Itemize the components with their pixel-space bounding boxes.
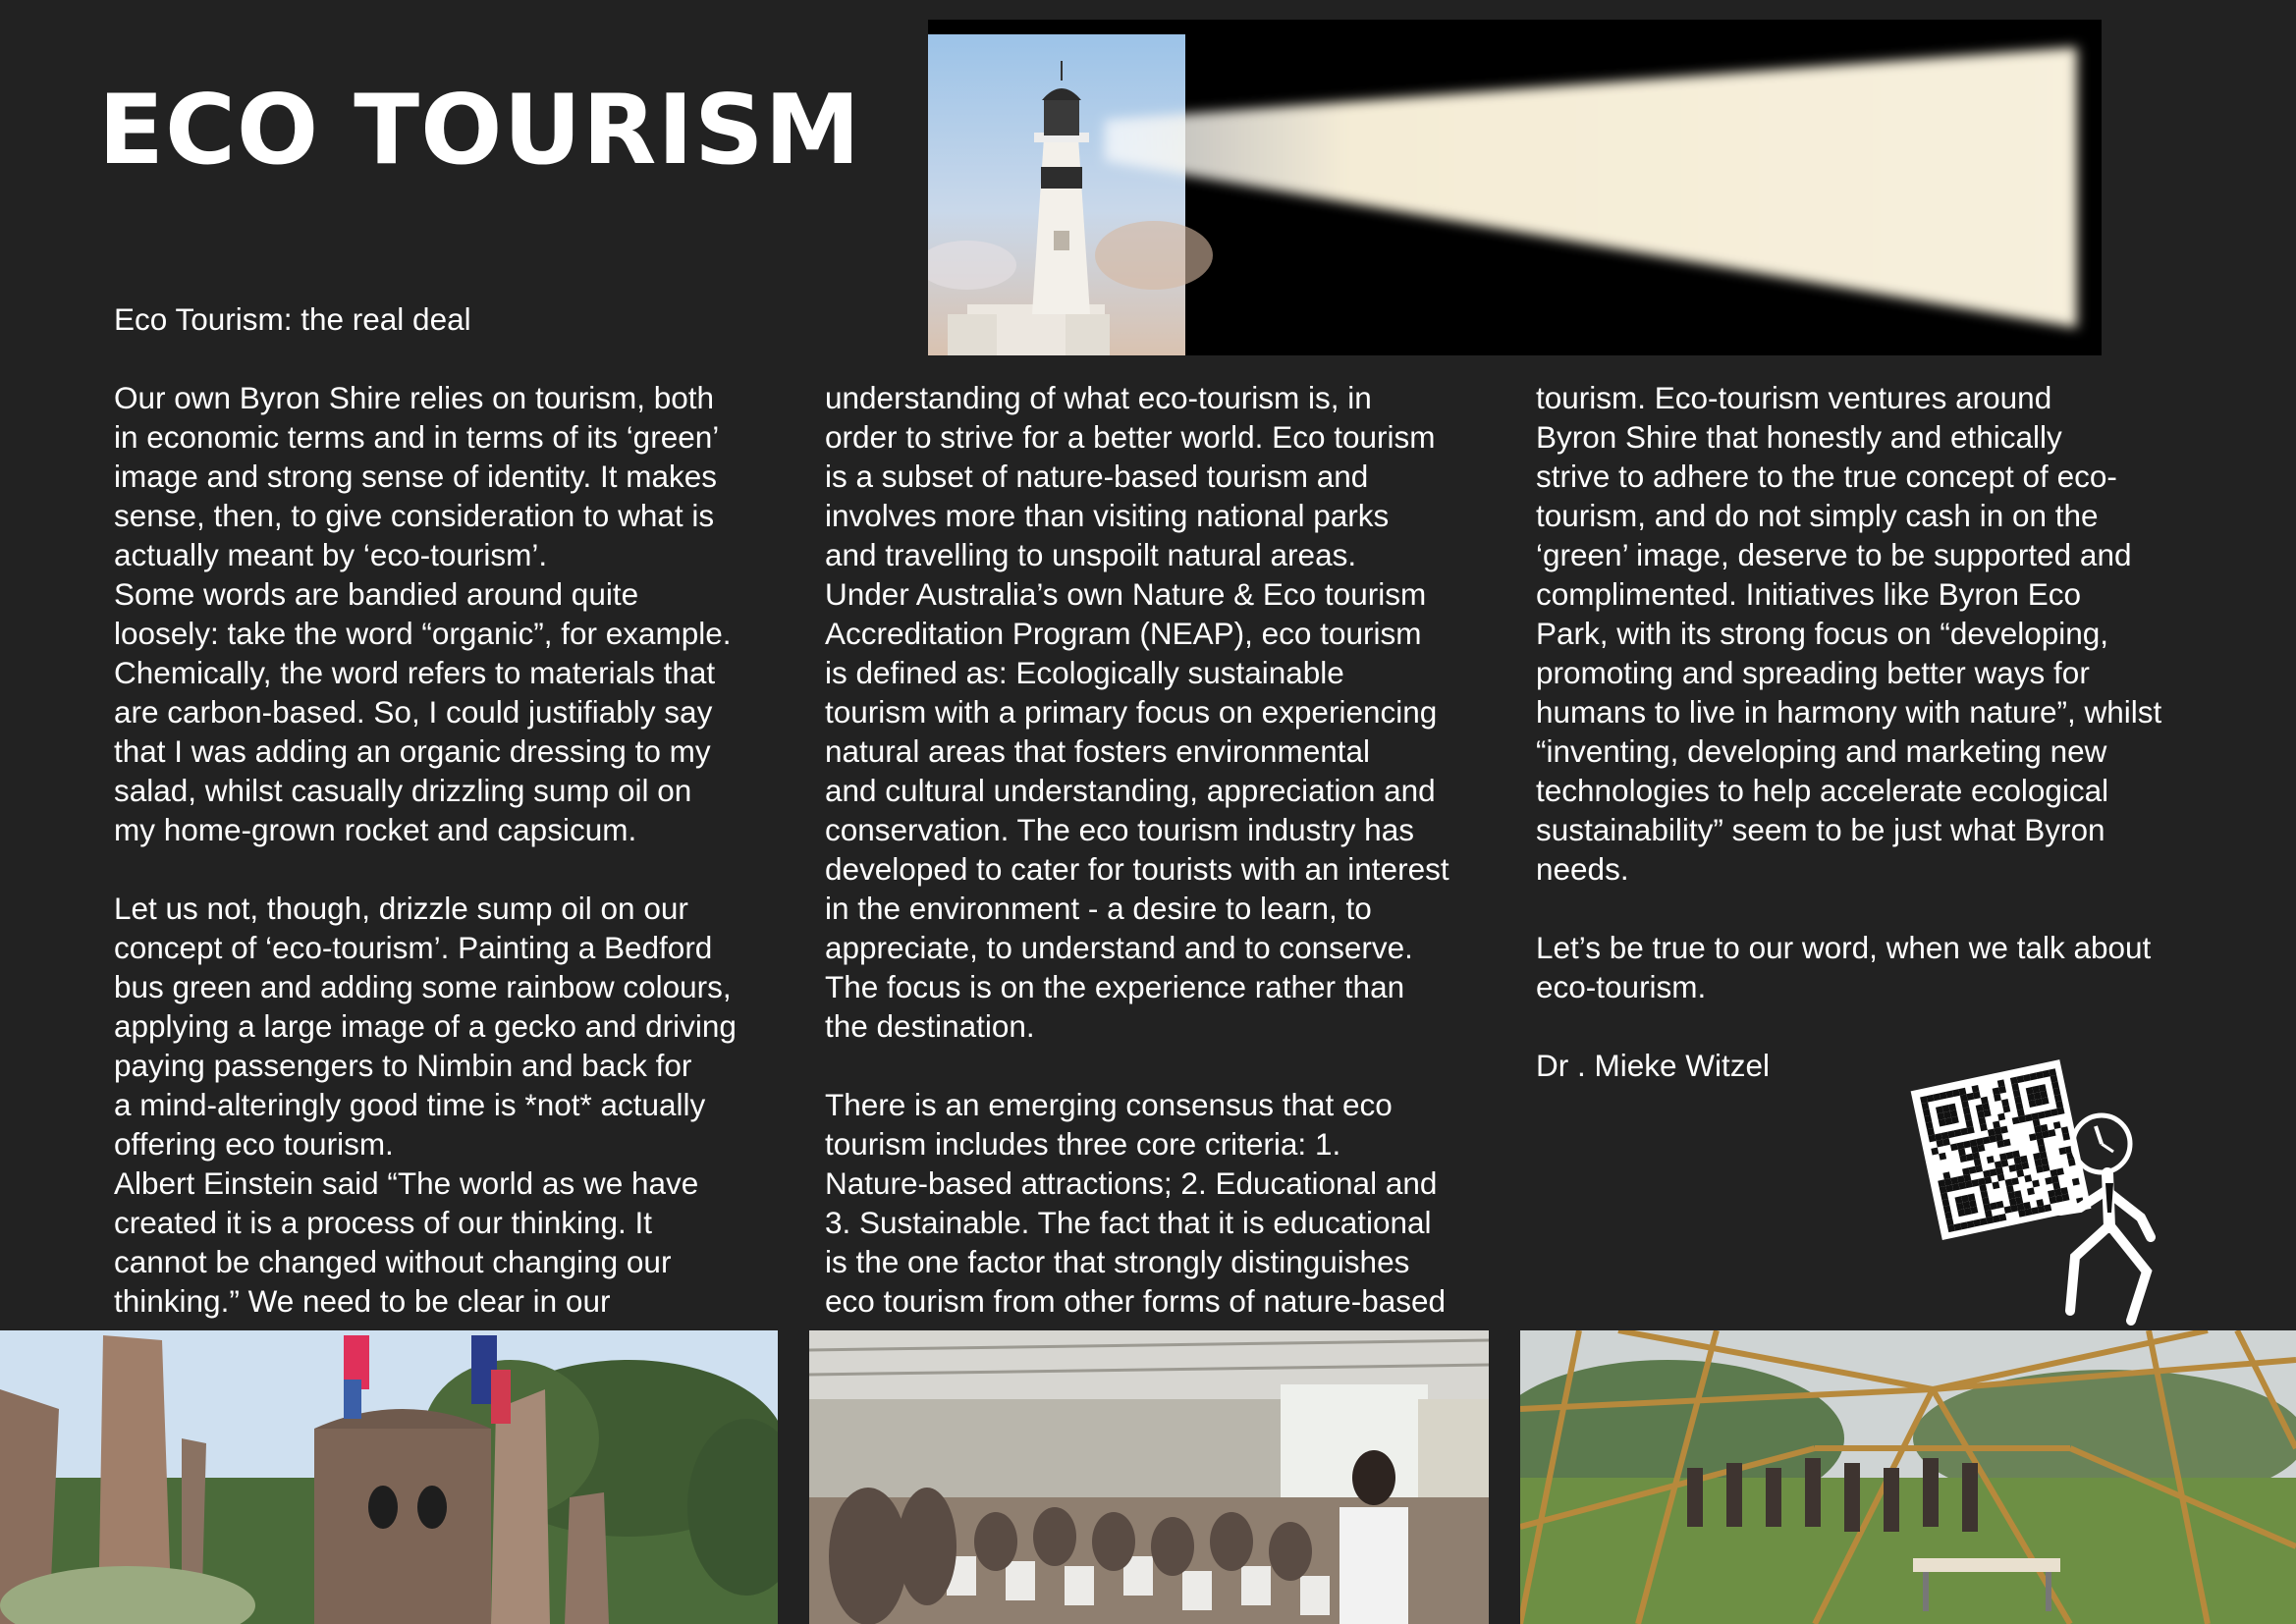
article-column-3 (1536, 378, 2223, 1085)
stone-monument-photo (0, 1330, 778, 1624)
article-paragraph: Our own Byron Shire relies on tourism, both in economic terms and in terms of its ‘green’ image and strong sense of identity. It makes sense, then, to give consideration to what is actually meant by ‘eco-tourism’. Some words are bandied around quite loosely: take the word “organic”, for example. Chemically, the word refers to materials that are carbon-based. So, I could justifiably say that I was adding an organic dressing to my salad, whilst casually drizzling sump oil on my home-grown rocket and capsicum. (114, 380, 732, 847)
article-paragraph: Let us not, though, drizzle sump oil on our concept of ‘eco-tourism’. Painting a Bedford bus green and adding some rainbow colours, applying a large image of a gecko and driving paying passengers to Nimbin and back for a mind-alteringly good time is *not* actually offering eco tourism. Albert Einstein said “The world as we have created it is a process of our thinking. It cannot be changed without changing our thinking.” We need to be clear in our (114, 891, 737, 1319)
article-paragraph: understanding of what eco-tourism is, in order to strive for a better world. Eco tourism is a subset of nature-based tourism and involves more than visiting national parks and travelling to unspoilt natural areas. Under Australia’s own Nature & Eco tourism Accreditation Program (NEAP), eco tourism is defined as: Ecologically sustainable tourism with a primary focus on experiencing natural areas that fosters environmental and cultural understanding, appreciation and conservation. The eco tourism industry has developed to cater for tourists with an interest in the environment - a desire to learn, to appreciate, to understand and to conserve. The focus is on the experience rather than the destination. (825, 380, 1449, 1044)
article-paragraph: tourism. Eco-tourism ventures around Byron Shire that honestly and ethically strive to adhere to the true concept of eco- tourism, and do not simply cash in on the ‘green’ image, deserve to be supported and complimented. Initiatives like Byron Eco Park, with its strong focus on “developing, promoting and spreading better ways for humans to live in harmony with nature”, whilst “inventing, developing and marketing new technologies to help accelerate ecological sustainability” seem to be just what Byron needs. (1536, 380, 2162, 887)
article-paragraph: There is an emerging consensus that eco tourism includes three core criteria: 1. Nature-based attractions; 2. Educational and 3. Sustainable. The fact that it is educational is the one factor that strongly distinguishes eco tourism from other forms of nature-based (825, 1087, 1447, 1319)
page-title: ECO TOURISM (98, 75, 862, 187)
article-column-1 (114, 299, 801, 1321)
article-column-2 (825, 378, 1512, 1321)
lighthouse-beam-photo (928, 20, 2102, 355)
geodesic-dome-gathering-photo (1520, 1330, 2296, 1624)
qr-code-clock-mascot-icon (1874, 1036, 2168, 1330)
presentation-audience-photo (809, 1330, 1489, 1624)
author-signature: Dr . Mieke Witzel (1536, 1048, 1771, 1083)
article-paragraph: Let’s be true to our word, when we talk about eco-tourism. (1536, 930, 2152, 1004)
article-heading: Eco Tourism: the real deal (114, 301, 471, 337)
